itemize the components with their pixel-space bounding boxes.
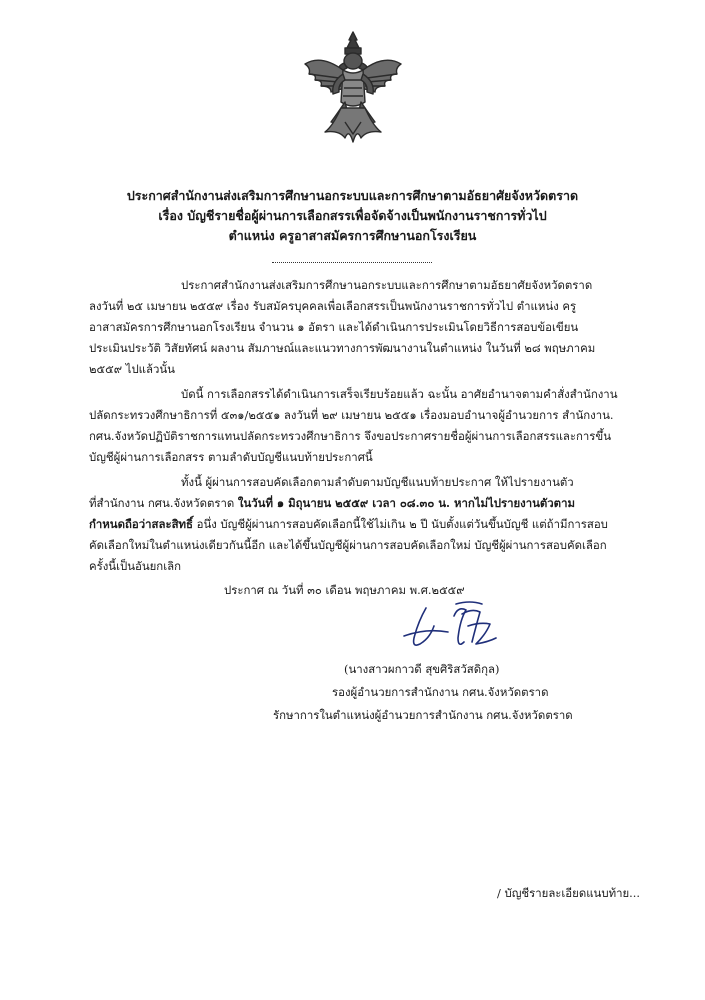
paragraph-1-line-3: อาสาสมัครการศึกษานอกโรงเรียน จำนวน ๑ อัตรา และได้ดำเนินการประเมินโดยวิธีการสอบข้อเขียน	[89, 320, 579, 334]
announcement-subject: เรื่อง บัญชีรายชื่อผู้ผ่านการเลือกสรรเพื่อจัดจ้างเป็นพนักงานราชการทั่วไป	[158, 208, 547, 223]
signatory-position: รองผู้อำนวยการสำนักงาน กศน.จังหวัดตราด	[332, 685, 549, 699]
paragraph-3-line-1: ทั้งนี้ ผู้ผ่านการสอบคัดเลือกตามลำดับตามบัญชีแนบท้ายประกาศ ให้ไปรายงานตัว	[181, 475, 574, 489]
paragraph-2-line-3: กศน.จังหวัดปฏิบัติราชการแทนปลัดกระทรวงศึกษาธิการ จึงขอประกาศรายชื่อผู้ผ่านการเลือกสรรและการขึ้น	[89, 429, 611, 443]
announcement-heading: ประกาศสำนักงานส่งเสริมการศึกษานอกระบบและการศึกษาตามอัธยาศัยจังหวัดตราด	[126, 188, 579, 203]
report-location-text: ที่สำนักงาน กศน.จังหวัดตราด	[89, 496, 238, 510]
paragraph-2-line-4: บัญชีผู้ผ่านการเลือกสรร ตามลำดับบัญชีแนบท้ายประกาศนี้	[89, 450, 373, 464]
paragraph-1-line-1: ประกาศสำนักงานส่งเสริมการศึกษานอกระบบและการศึกษาตามอัธยาศัยจังหวัดตราด	[181, 278, 593, 292]
announcement-position: ตำแหน่ง ครูอาสาสมัครการศึกษานอกโรงเรียน	[228, 228, 477, 243]
paragraph-1-line-4: ประเมินประวัติ วิสัยทัศน์ ผลงาน สัมภาษณ์และแนวทางการพัฒนางานในตำแหน่ง ในวันที่ ๒๘ พฤษภาคม	[89, 341, 596, 355]
report-date-emphasis: ในวันที่ ๑ มิถุนายน ๒๕๕๙ เวลา ๐๘.๓๐ น. หากไม่ไปรายงานตัวตาม	[237, 496, 575, 510]
paragraph-1-line-2: ลงวันที่ ๒๕ เมษายน ๒๕๕๙ เรื่อง รับสมัครบุคคลเพื่อเลือกสรรเป็นพนักงานราชการทั่วไป ตำแหน่ง ครู	[89, 299, 577, 313]
list-validity-text: อนึ่ง บัญชีผู้ผ่านการสอบคัดเลือกนี้ใช้ไม่เกิน ๒ ปี นับตั้งแต่วันขึ้นบัญชี แต่ถ้ามีการสอบ	[192, 517, 608, 531]
paragraph-3-line-3	[89, 515, 608, 533]
paragraph-3-line-2	[89, 494, 575, 512]
paragraph-2-line-2: ปลัดกระทรวงศึกษาธิการที่ ๕๓๑/๒๕๕๑ ลงวันที่ ๒๙ เมษายน ๒๕๕๑ เรื่องมอบอำนาจผู้อำนวยการ สำนักงาน.	[89, 408, 614, 422]
dotted-divider	[272, 262, 432, 263]
handwritten-signature	[396, 598, 506, 658]
attachment-note: / บัญชีรายละเอียดแนบท้าย...	[497, 886, 641, 900]
signatory-name: (นางสาวผกาวดี สุขศิริสวัสดิกุล)	[344, 662, 500, 676]
garuda-emblem-icon	[301, 30, 405, 148]
paragraph-3-line-5: ครั้งนี้เป็นอันยกเลิก	[89, 559, 181, 573]
announcement-date: ประกาศ ณ วันที่ ๓๐ เดือน พฤษภาคม พ.ศ.๒๕๕๙	[224, 583, 465, 597]
paragraph-3-line-4: คัดเลือกใหม่ในตำแหน่งเดียวกันนี้อีก และได้ขึ้นบัญชีผู้ผ่านการสอบคัดเลือกใหม่ บัญชีผู้ผ่านการสอบคัดเลือก	[89, 538, 607, 552]
signatory-acting-position: รักษาการในตำแหน่งผู้อำนวยการสำนักงาน กศน.จังหวัดตราด	[273, 708, 573, 722]
forfeit-rights-emphasis: กำหนดถือว่าสละสิทธิ์	[89, 517, 193, 531]
paragraph-1-line-5: ๒๕๕๙ ไปแล้วนั้น	[89, 362, 175, 376]
paragraph-2-line-1: บัดนี้ การเลือกสรรได้ดำเนินการเสร็จเรียบร้อยแล้ว ฉะนั้น อาศัยอำนาจตามคำสั่งสำนักงาน	[181, 387, 618, 401]
